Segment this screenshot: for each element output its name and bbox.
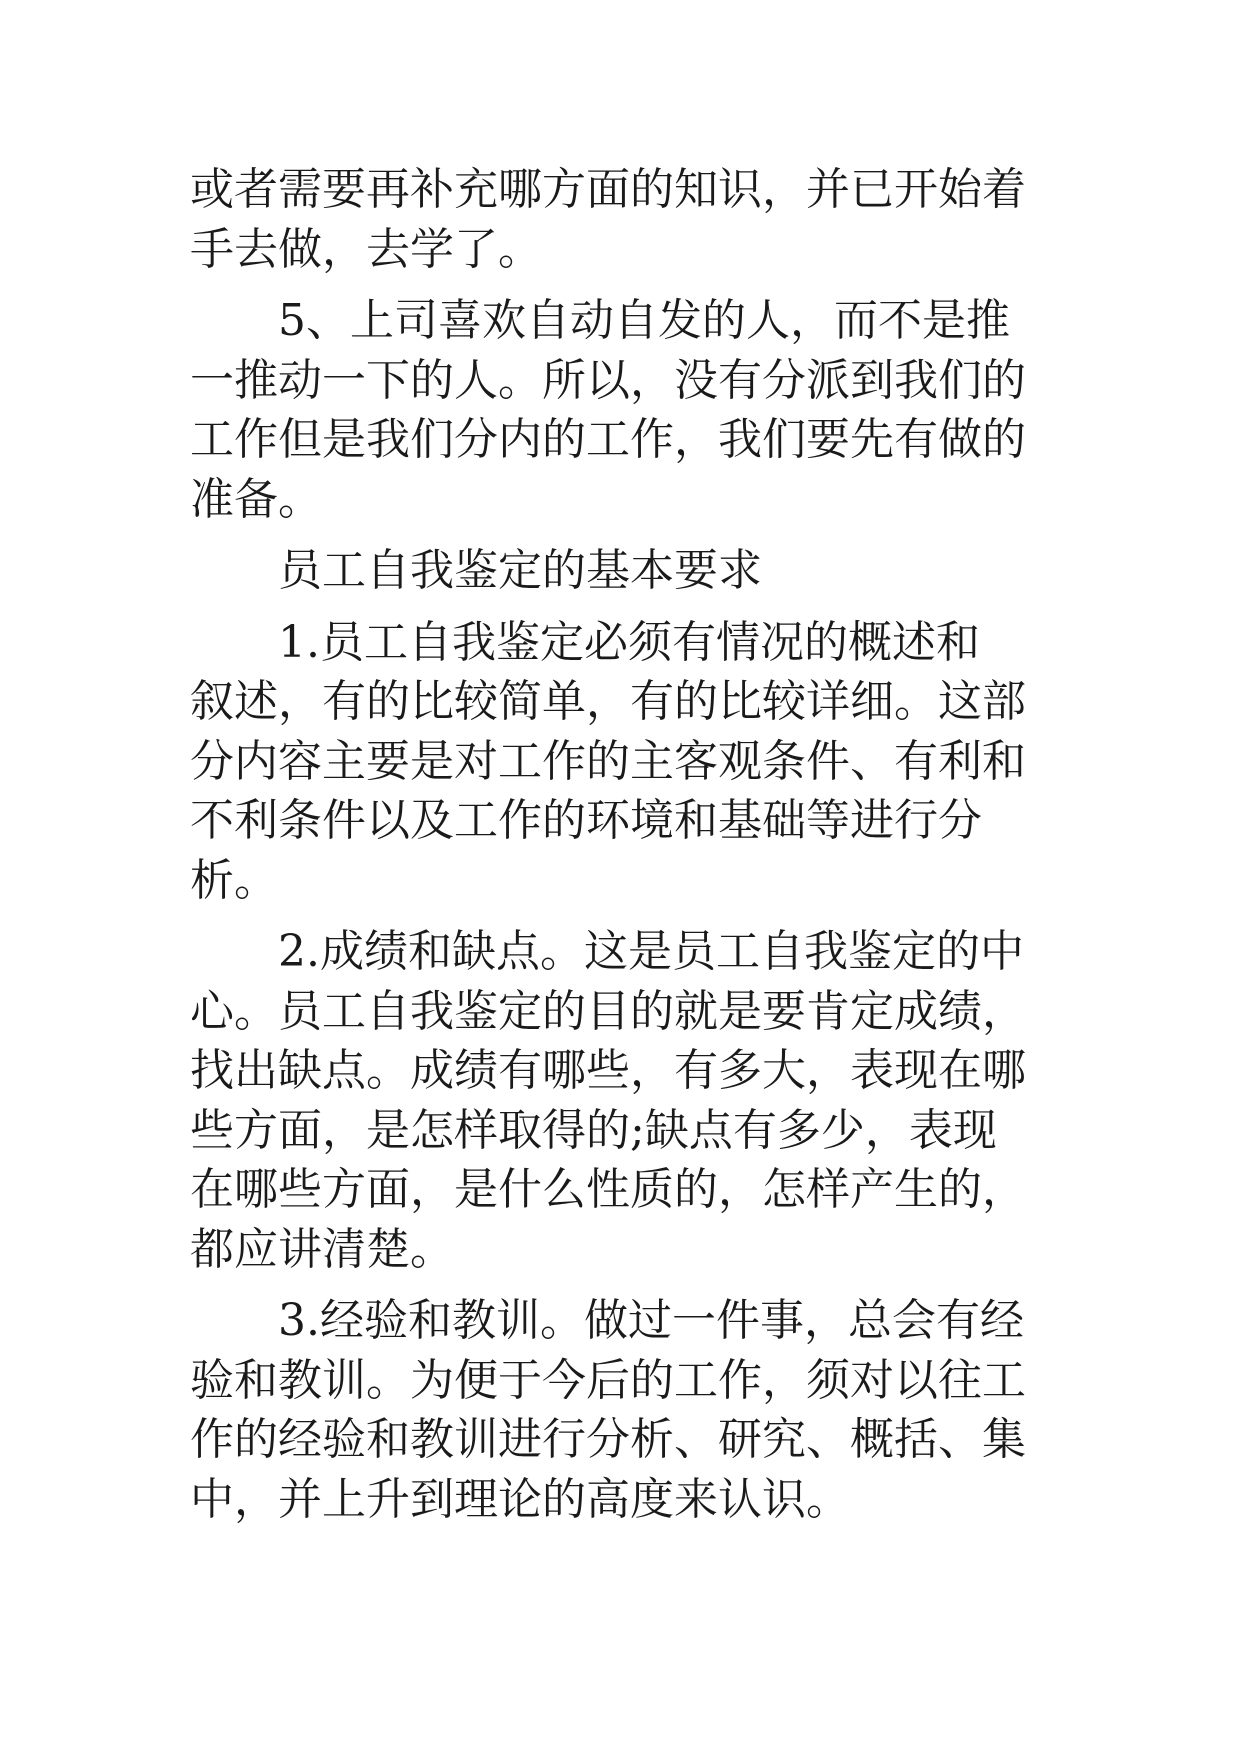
text-line: 些方面，是怎样取得的;缺点有多少，表现 — [190, 1104, 997, 1156]
text-line: 手去做，去学了。 — [190, 223, 542, 275]
text-line: 分内容主要是对工作的主客观条件、有利和 — [190, 735, 1026, 787]
text-line: 验和教训。为便于今后的工作，须对以往工 — [190, 1354, 1026, 1406]
text-line: 中，并上升到理论的高度来认识。 — [190, 1473, 850, 1525]
text-line: 在哪些方面，是什么性质的，怎样产生的， — [190, 1164, 1026, 1215]
document-body — [190, 160, 1060, 1529]
paragraph-start-line: 5、上司喜欢自动自发的人，而不是推 — [278, 295, 1010, 346]
paragraph-start-line: 3.经验和教训。做过一件事，总会有经 — [278, 1295, 1024, 1346]
paragraph-start-line: 1.员工自我鉴定必须有情况的概述和 — [278, 616, 980, 668]
text-line: 析。 — [190, 854, 278, 906]
text-line: 叙述，有的比较简单，有的比较详细。这部 — [190, 676, 1026, 727]
text-line: 作的经验和教训进行分析、研究、概括、集 — [190, 1414, 1026, 1465]
section-heading: 员工自我鉴定的基本要求 — [278, 545, 762, 596]
text-line: 都应讲清楚。 — [190, 1223, 454, 1275]
text-line: 一推动一下的人。所以，没有分派到我们的 — [190, 354, 1026, 406]
text-line: 找出缺点。成绩有哪些，有多大，表现在哪 — [190, 1045, 1026, 1096]
text-line: 工作但是我们分内的工作，我们要先有做的 — [190, 414, 1026, 465]
text-line: 或者需要再补充哪方面的知识，并已开始着 — [190, 164, 1026, 215]
text-line: 心。员工自我鉴定的目的就是要肯定成绩， — [190, 985, 1026, 1037]
text-line: 不利条件以及工作的环境和基础等进行分 — [190, 795, 982, 846]
text-line: 准备。 — [190, 473, 322, 525]
paragraph-start-line: 2.成绩和缺点。这是员工自我鉴定的中 — [278, 926, 1024, 977]
